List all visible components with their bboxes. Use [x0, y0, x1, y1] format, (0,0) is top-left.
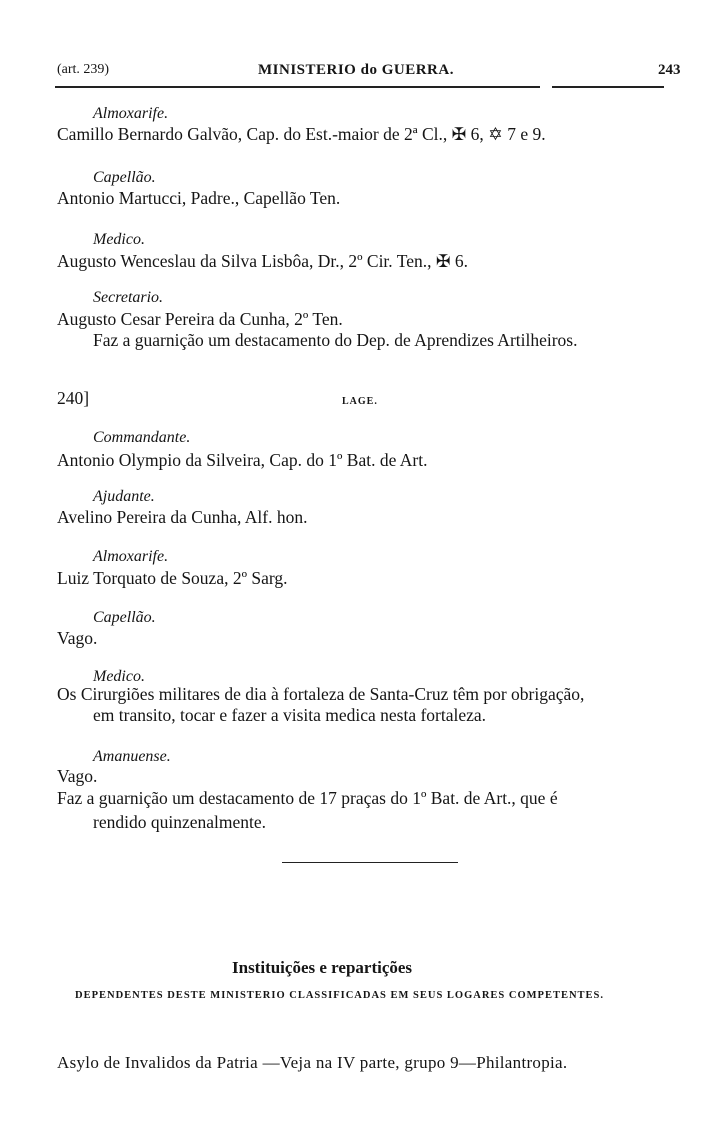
role-label: Capellão. — [93, 609, 156, 626]
entry-line: Luiz Torquato de Souza, 2º Sarg. — [57, 568, 288, 588]
role-label: Capellão. — [93, 169, 156, 186]
role-label: Almoxarife. — [93, 548, 169, 565]
entry-line: Vago. — [57, 628, 98, 648]
role-label: Medico. — [93, 231, 145, 248]
entry-line: Vago. — [57, 766, 98, 786]
header-rule-right — [552, 86, 664, 88]
entry-line: Augusto Cesar Pereira da Cunha, 2º Ten. — [57, 309, 343, 329]
entry-line: Antonio Olympio da Silveira, Cap. do 1º Bat. de Art. — [57, 450, 428, 470]
entry-line: Faz a guarnição um destacamento do Dep. de Aprendizes Artilheiros. — [93, 330, 578, 350]
institution-entry: Asylo de Invalidos da Patria —Veja na IV parte, grupo 9—Philantropia. — [57, 1053, 568, 1072]
section-divider — [282, 862, 458, 863]
section-title: LAGE. — [342, 396, 378, 407]
role-label: Amanuense. — [93, 748, 171, 765]
role-label: Medico. — [93, 668, 145, 685]
institutions-title: Instituições e repartições — [232, 958, 413, 977]
institutions-subtitle: DEPENDENTES DESTE MINISTERIO CLASSIFICADAS EM SEUS LOGARES COMPETENTES. — [75, 990, 605, 1001]
article-ref: (art. 239) — [57, 62, 110, 77]
page-number: 243 — [658, 62, 681, 78]
page-title: MINISTERIO do GUERRA. — [258, 62, 454, 78]
entry-line: Faz a guarnição um destacamento de 17 praças do 1º Bat. de Art., que é — [57, 788, 558, 808]
role-label: Secretario. — [93, 289, 164, 306]
entry-line: Avelino Pereira da Cunha, Alf. hon. — [57, 507, 308, 527]
header-rule — [55, 86, 540, 88]
entry-line: em transito, tocar e fazer a visita medica nesta fortaleza. — [93, 705, 487, 725]
section-number: 240] — [57, 388, 90, 408]
entry-line: rendido quinzenalmente. — [93, 812, 266, 832]
entry-line: Camillo Bernardo Galvão, Cap. do Est.-maior de 2ª Cl., ✠ 6, ✡ 7 e 9. — [57, 124, 546, 144]
role-label: Almoxarife. — [93, 105, 169, 122]
entry-line: Augusto Wenceslau da Silva Lisbôa, Dr., 2º Cir. Ten., ✠ 6. — [57, 251, 469, 271]
role-label: Ajudante. — [93, 488, 155, 505]
entry-line: Os Cirurgiões militares de dia à fortaleza de Santa-Cruz têm por obrigação, — [57, 684, 585, 704]
role-label: Commandante. — [93, 429, 191, 446]
entry-line: Antonio Martucci, Padre., Capellão Ten. — [57, 188, 341, 208]
